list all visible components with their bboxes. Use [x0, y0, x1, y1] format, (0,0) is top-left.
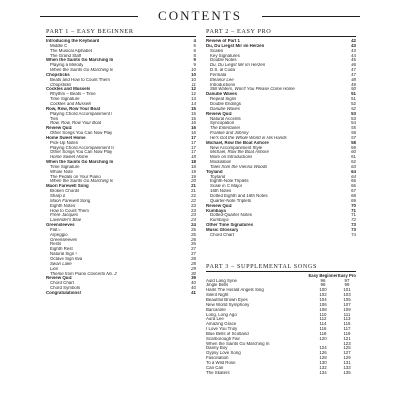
toc-entry-title: Playing Chord Accompaniment II: [50, 145, 114, 150]
toc-entry-title: Home Sweet Home: [46, 135, 86, 140]
toc-entry-page: 10: [191, 71, 196, 77]
toc-entry-page: 53: [351, 110, 356, 116]
easy-beginner-page: 106: [319, 301, 327, 307]
toc-entry-page: 53: [351, 115, 356, 121]
toc-entry-title: Introductions: [210, 82, 236, 87]
easy-pro-page: 111: [343, 311, 351, 317]
part2-column: [206, 28, 356, 238]
easy-pro-page: 135: [343, 369, 351, 375]
toc-entry-page: 21: [191, 183, 196, 189]
toc-entry-page: 17: [191, 144, 196, 150]
toc-entry-title: Broken Chords: [50, 189, 80, 194]
toc-entry-title: The Pedals on Your Piano: [50, 174, 101, 179]
toc-entry-page: 71: [351, 207, 356, 213]
toc-entry-title: Tales from the Vienna Woods: [210, 164, 268, 169]
song-title: Silent Night: [206, 293, 229, 298]
toc-entry-title: The Musical Alphabet: [50, 48, 92, 53]
easy-beginner-page: 126: [319, 350, 327, 356]
toc-entry-title: Cockles and Mussels: [46, 87, 91, 92]
toc-entry-title: He's Got the Whole World in His Hands: [210, 135, 287, 140]
toc-entry-page: 64: [351, 168, 356, 174]
toc-entry-page: 39: [191, 275, 196, 281]
toc-entry-page: 68: [351, 193, 356, 198]
toc-entry: [206, 233, 356, 238]
toc-entry-title: New Accompaniment Style: [210, 145, 263, 150]
toc-entry-page: 62: [351, 159, 356, 165]
song-title: Blue Bells of Scotland: [206, 331, 249, 336]
toc-entry-title: Beats and How to Count Them: [50, 77, 110, 82]
toc-entry-title: Dotted-Quarter Notes: [210, 213, 252, 218]
toc-entry-page: 40: [191, 285, 196, 291]
toc-entry-page: 44: [351, 52, 356, 58]
title-rule-left: [40, 16, 138, 17]
toc-entry-title: Scale in C Major: [210, 184, 243, 189]
toc-entry-title: Double Endings: [210, 101, 242, 106]
toc-entry-page: 16: [191, 120, 196, 126]
toc-entry-title: Modulation: [210, 160, 232, 165]
easy-pro-page: 129: [343, 355, 351, 361]
toc-entry-page: 61: [351, 154, 356, 160]
toc-entry-title: Row, Row, Row Your Boat: [46, 106, 101, 111]
song-title: Jingle Bells: [206, 283, 229, 288]
toc-entry-page: 8: [193, 52, 196, 58]
toc-entry-title: Chord Symbols: [50, 286, 81, 291]
toc-entry-page: 42: [351, 38, 356, 43]
toc-entry-page: 11: [191, 81, 196, 87]
toc-entry-page: 73: [351, 226, 356, 232]
toc-entry-title: Eighth Notes: [50, 203, 76, 208]
toc-entry-title: When the Saints Go Marching In: [50, 179, 114, 184]
toc-entry-title: Other Songs You Can Now Play: [50, 131, 113, 136]
toc-entry-title: Du, Du Liegst Mir im Herzen: [206, 43, 265, 48]
toc-entry-title: Swan Lake: [50, 261, 72, 266]
toc-entry-title: Chopsticks: [46, 72, 70, 77]
toc-entry-page: 43: [351, 47, 356, 53]
toc-entry-title: 16th Notes: [210, 189, 232, 194]
toc-entry-page: 25: [191, 231, 196, 237]
toc-entry-page: 13: [191, 96, 196, 102]
easy-pro-page: 99: [344, 282, 350, 288]
col-easy-pro: Easy Pro: [338, 272, 356, 278]
toc-entry-page: 51: [351, 91, 356, 97]
toc-entry-page: 18: [191, 163, 196, 169]
toc-entry-title: Playing a Melody: [50, 63, 84, 68]
toc-entry-page: 17: [191, 149, 196, 155]
toc-entry-page: 63: [351, 163, 356, 169]
easy-pro-page: 105: [343, 296, 351, 302]
toc-entry-page: 23: [191, 212, 196, 218]
toc-entry-title: Time Signature: [50, 97, 80, 102]
toc-entry-page: 67: [351, 188, 356, 194]
toc-entry-title: Other Time Signatures: [206, 223, 254, 228]
toc-entry-page: 10: [191, 67, 196, 73]
toc-entry-title: The Entertainer: [210, 126, 241, 131]
easy-beginner-page: 102: [319, 292, 327, 298]
toc-entry-title: Home Sweet Home: [50, 155, 89, 160]
song-title: Barcarolle: [206, 307, 226, 312]
toc-entry-title: Review Quiz: [46, 276, 72, 281]
toc-entry: [46, 291, 196, 296]
page-title: CONTENTS: [158, 8, 242, 23]
song-title: Scarborough Fair: [206, 336, 240, 341]
toc-entry-title: Octave Sign 8va: [50, 256, 83, 261]
toc-entry-page: 69: [351, 197, 356, 203]
toc-entry-title: Frankie and Johnny: [210, 131, 249, 136]
toc-entry-page: 43: [351, 42, 356, 48]
toc-entry-page: 66: [351, 183, 356, 189]
part3-entries: [206, 279, 356, 376]
toc-entry-page: 41: [191, 289, 196, 295]
toc-entry-title: Cockles and Mussels: [50, 101, 92, 106]
easy-pro-page: 123: [343, 340, 351, 346]
toc-entry-page: 55: [351, 125, 356, 131]
toc-entry-title: How to Count Them: [50, 208, 89, 213]
easy-beginner-page: 114: [319, 321, 327, 327]
song-title: Beautiful Brown Eyes: [206, 297, 248, 302]
toc-entry-page: 58: [351, 139, 356, 145]
toc-entry-title: Playing Chord Accompaniment I: [50, 111, 113, 116]
toc-entry-title: Chord Chart: [210, 232, 234, 237]
toc-entry-page: 64: [351, 173, 356, 179]
easy-beginner-page: 110: [319, 311, 327, 317]
toc-entry-page: 59: [351, 144, 356, 150]
toc-entry-title: Natural Sign ♮: [50, 252, 77, 257]
toc-entry-title: Danube Waves: [210, 106, 240, 111]
toc-entry-page: 17: [191, 134, 196, 140]
toc-entry-page: 6: [193, 47, 196, 53]
easy-beginner-page: 124: [319, 345, 327, 351]
toc-entry-page: 16: [191, 125, 196, 131]
toc-entry-page: 9: [193, 57, 196, 63]
toc-entry-page: 4: [193, 38, 196, 43]
easy-beginner-page: 96: [320, 277, 326, 283]
toc-entry-page: 46: [351, 62, 356, 68]
toc-entry-title: Rests: [50, 242, 62, 247]
toc-entry-page: 17: [191, 139, 196, 145]
easy-beginner-page: 116: [319, 326, 327, 332]
toc-entry-title: When the Saints Go Marching In: [46, 58, 114, 63]
toc-entry-title: D.S. al Coda: [210, 68, 235, 73]
song-title: I Love You Truly: [206, 327, 238, 332]
part1-column: [46, 28, 196, 296]
toc-entry-page: 23: [191, 202, 196, 208]
easy-pro-page: 121: [343, 335, 351, 341]
song-title: Danny Boy: [206, 346, 228, 351]
toc-entry-page: 15: [191, 105, 196, 111]
easy-pro-page: 97: [344, 277, 350, 283]
toc-entry-title: Eleanor Lee: [210, 77, 234, 82]
toc-entry-title: Kumbaya: [210, 218, 229, 223]
toc-entry-page: 56: [351, 130, 356, 136]
toc-entry-page: 57: [351, 134, 356, 140]
toc-entry-title: Repeat Signs: [210, 97, 237, 102]
easy-beginner-page: 128: [319, 355, 327, 361]
toc-entry-title: Eighth-Note Triplets: [210, 179, 249, 184]
toc-entry-page: 5: [193, 42, 196, 48]
toc-entry-page: 19: [191, 168, 196, 174]
toc-entry-page: 15: [191, 115, 196, 121]
toc-entry-page: 25: [191, 226, 196, 232]
easy-beginner-page: 98: [320, 282, 326, 288]
toc-entry-page: 70: [351, 202, 356, 208]
part1-entries: [46, 39, 196, 296]
toc-entry-page: 20: [191, 178, 196, 184]
part3-rule: [206, 271, 356, 272]
toc-entry-page: 18: [191, 159, 196, 165]
toc-entry-page: 28: [191, 260, 196, 266]
toc-entry-page: 54: [351, 120, 356, 126]
easy-pro-page: 117: [343, 326, 351, 332]
toc-entry-title: Pick-Up Notes: [50, 140, 79, 145]
toc-entry-title: Maori Farewell Song: [46, 184, 89, 189]
toc-entry-title: Frère Jacques: [50, 213, 79, 218]
toc-entry-title: Dotted Eighth and 16th Notes: [210, 194, 268, 198]
toc-entry-title: Quarter-Note Triplets: [210, 198, 251, 203]
toc-entry-title: Other Songs You Can Now Play: [50, 150, 113, 155]
toc-entry-title: Flat ♭: [50, 227, 61, 232]
toc-entry-title: Chopsticks: [50, 82, 72, 87]
toc-entry-page: 22: [191, 197, 196, 203]
toc-entry-page: 21: [191, 188, 196, 194]
toc-entry-title: Ties: [50, 116, 59, 121]
easy-pro-page: 127: [343, 350, 351, 356]
easy-pro-page: 103: [343, 292, 351, 298]
toc-entry-page: 49: [351, 81, 356, 87]
part3-heading-row: [206, 263, 356, 270]
toc-entry-title: Review Quiz: [46, 126, 72, 131]
song-title: Aura Lee: [206, 317, 224, 322]
toc-entry-title: Whole Note: [50, 169, 73, 174]
easy-pro-page: 113: [343, 316, 351, 322]
easy-beginner-page: 130: [319, 359, 327, 365]
toc-entry-page: 23: [191, 207, 196, 213]
toc-entry-title: Introducing the Keyboard: [46, 39, 100, 43]
toc-entry-page: 27: [191, 246, 196, 252]
easy-pro-page: 101: [343, 287, 351, 293]
toc-entry-title: Review Quiz: [206, 203, 232, 208]
toc-entry-title: When the Saints Go Marching In: [46, 160, 114, 165]
toc-entry-page: 52: [351, 100, 356, 106]
easy-beginner-page: 120: [319, 335, 327, 341]
toc-entry-title: Michael, Row the Boat Ashore: [206, 140, 269, 145]
title-rule-right: [262, 16, 360, 17]
toc-entry-page: 26: [191, 241, 196, 247]
part2-entries: [206, 39, 356, 238]
song-title: Amazing Grace: [206, 322, 237, 327]
toc-entry-title: Toyland: [210, 174, 226, 179]
song-title: Hark! The Herald Angels Sing: [206, 288, 264, 293]
col-easy-beginner: Easy Beginner: [308, 272, 338, 278]
toc-entry-page: 24: [191, 217, 196, 223]
toc-entry-title: Key Signatures: [210, 53, 240, 58]
toc-entry-title: Congratulations!: [46, 290, 82, 295]
easy-pro-page: 119: [343, 330, 351, 336]
toc-entry-page: 47: [351, 67, 356, 73]
song-entry: [206, 371, 356, 376]
toc-entry-page: 24: [191, 222, 196, 228]
toc-entry-title: Sharp ♯: [50, 194, 66, 198]
toc-entry-title: Scales: [210, 48, 224, 53]
song-title: To a Wild Rose: [206, 360, 236, 365]
easy-beginner-page: 108: [319, 306, 327, 312]
toc-entry-title: Double Notes: [210, 58, 237, 63]
toc-entry-page: 74: [351, 231, 356, 237]
toc-entry-page: 30: [191, 270, 196, 276]
easy-pro-page: 115: [343, 321, 351, 327]
toc-entry-title: Row, Row, Row Your Boat: [50, 121, 102, 126]
part1-heading: PART 1 – EASY BEGINNER: [46, 28, 196, 37]
toc-entry-page: 19: [191, 173, 196, 179]
toc-entry-page: 51: [351, 96, 356, 102]
toc-entry-title: Review Quiz: [206, 111, 232, 116]
easy-beginner-page: 132: [319, 364, 327, 370]
toc-entry-page: 48: [351, 76, 356, 82]
song-title: Can Can: [206, 365, 224, 370]
easy-beginner-page: 118: [319, 330, 327, 336]
toc-entry-title: The Grand Staff: [50, 53, 82, 58]
toc-entry-title: Syncopation: [210, 121, 235, 126]
easy-pro-page: 133: [343, 364, 351, 370]
toc-entry-page: 45: [351, 57, 356, 63]
song-title: The Skaters: [206, 370, 230, 375]
toc-entry-page: 15: [191, 110, 196, 116]
toc-entry-title: Middle C: [50, 43, 68, 48]
toc-entry-title: Review of Part 1: [206, 39, 240, 43]
toc-entry-title: Chord Chart: [50, 281, 74, 286]
toc-entry-page: 40: [191, 280, 196, 286]
toc-entry-page: 22: [191, 193, 196, 198]
toc-entry-page: 60: [351, 149, 356, 155]
easy-pro-page: 131: [343, 359, 351, 365]
toc-entry-page: 26: [191, 236, 196, 242]
easy-pro-page: 109: [343, 306, 351, 312]
toc-entry-title: Toyland: [206, 169, 223, 174]
toc-entry-page: 73: [351, 222, 356, 228]
toc-entry-page: 50: [351, 86, 356, 92]
toc-entry-title: When the Saints Go Marching In: [50, 68, 114, 73]
toc-entry-page: 29: [191, 265, 196, 271]
song-title: Fascination: [206, 356, 229, 361]
part3-heading: PART 3 – SUPPLEMENTAL SONGS: [206, 263, 318, 270]
easy-beginner-page: 134: [319, 369, 327, 375]
toc-entry-page: 71: [351, 212, 356, 218]
toc-entry-page: 65: [351, 178, 356, 184]
toc-entry-title: Kumbaya: [206, 208, 226, 213]
easy-beginner-page: 100: [319, 287, 327, 293]
song-title: Auld Lang Syne: [206, 278, 238, 283]
toc-entry-title: Greensleeves: [46, 223, 75, 228]
toc-entry-title: Greensleeves: [50, 237, 78, 242]
easy-pro-page: 107: [343, 301, 351, 307]
toc-entry-page: 72: [351, 217, 356, 223]
easy-pro-page: 125: [343, 345, 351, 351]
toc-entry-title: Eighth Rest: [50, 247, 73, 252]
toc-entry-page: 12: [191, 86, 196, 92]
song-title: When the Saints Go Marching In: [206, 341, 270, 346]
toc-entry-title: Du, Du Liegst Mir im Herzen: [210, 63, 266, 68]
toc-entry-title: Natural Accents: [210, 116, 241, 121]
toc-entry-title: Arpeggio: [50, 232, 68, 237]
toc-entry-page: 10: [191, 76, 196, 82]
toc-entry-page: 27: [191, 251, 196, 257]
song-title: New World Symphony: [206, 302, 250, 307]
contents-header: [40, 10, 360, 24]
song-title: Gypsy Love Song: [206, 351, 241, 356]
toc-entry-page: 18: [191, 154, 196, 160]
toc-entry-title: Lion: [50, 266, 59, 271]
easy-beginner-page: 112: [319, 316, 327, 322]
toc-entry-title: Theme from Piano Concerto No. 2: [50, 271, 117, 276]
toc-entry-page: 12: [191, 91, 196, 97]
toc-entry-title: Michael, Row the Boat Ashore: [210, 150, 269, 155]
toc-entry-title: Fermata: [210, 72, 227, 77]
song-title: Long, Long Ago: [206, 312, 237, 317]
part3-section: [206, 263, 356, 375]
toc-entry-title: Lavender's Blue: [50, 218, 82, 223]
toc-entry-title: Danube Waves: [206, 92, 238, 97]
toc-entry-page: 52: [351, 105, 356, 111]
easy-beginner-page: 104: [319, 296, 327, 302]
toc-entry-page: 47: [351, 71, 356, 77]
toc-entry-title: Rhythm – Beats – Time: [50, 92, 96, 97]
toc-entry-title: Maori Farewell Song: [50, 198, 91, 203]
toc-entry-title: Still Waters, Won't You Please Come Home: [210, 87, 295, 92]
toc-entry-title: More on Introductions: [210, 155, 253, 160]
toc-entry-page: 16: [191, 130, 196, 136]
toc-entry-page: 14: [191, 100, 196, 106]
toc-entry-title: Music Glossary: [206, 227, 239, 232]
toc-entry-title: Time Signature: [50, 164, 80, 169]
toc-entry-page: 28: [191, 255, 196, 261]
part2-heading: PART 2 – EASY PRO: [206, 28, 356, 37]
toc-entry-page: 9: [193, 62, 196, 68]
